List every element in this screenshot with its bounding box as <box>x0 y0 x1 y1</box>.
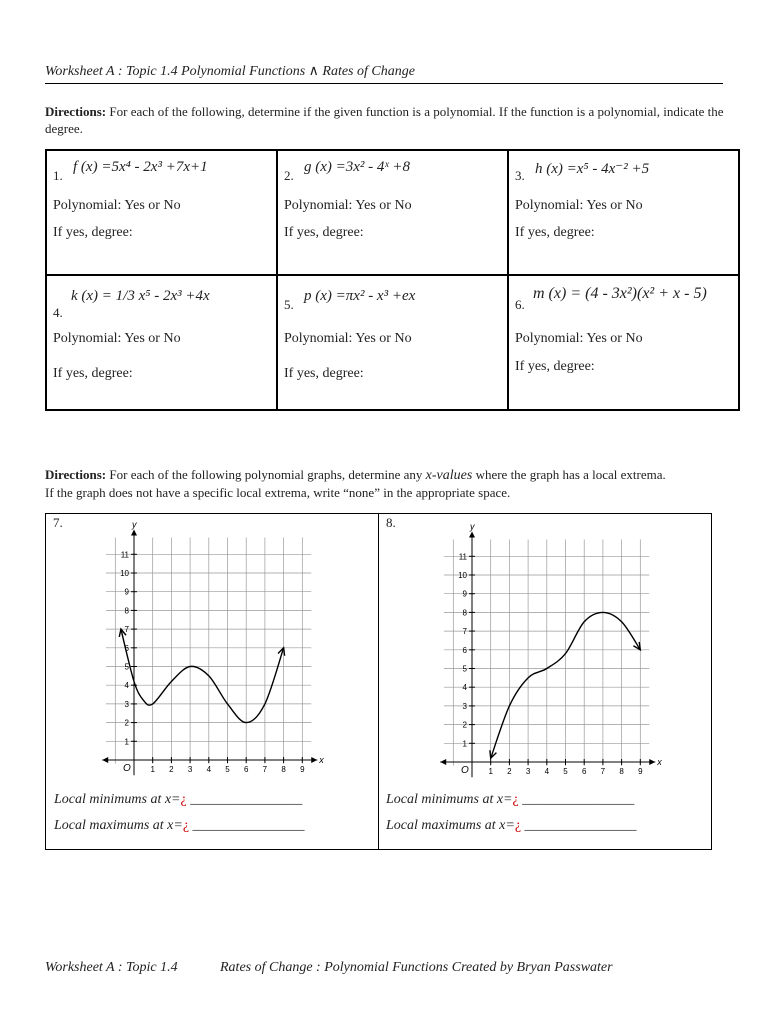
x-axis-arrow <box>311 757 317 763</box>
function-expression: k (x) = 1/3 x⁵ - 2x³ +4x <box>71 288 210 304</box>
problem-6 <box>515 276 732 409</box>
problem-number: 3. <box>515 168 525 183</box>
y-tick-label: 11 <box>120 550 129 560</box>
worksheet-header: Worksheet A : Topic 1.4 Polynomial Functions ∧ Rates of Change <box>45 64 415 79</box>
degree-prompt: If yes, degree: <box>515 359 595 374</box>
degree-prompt: If yes, degree: <box>284 366 364 381</box>
origin-label: O <box>461 765 469 776</box>
graph-number: 7. <box>53 515 63 530</box>
degree-prompt: If yes, degree: <box>53 225 133 240</box>
x-tick-label: 1 <box>488 767 493 776</box>
degree-prompt: If yes, degree: <box>515 225 595 240</box>
problem-4 <box>53 276 270 409</box>
local-min-answer <box>386 792 634 808</box>
problem-number: 2. <box>284 168 294 183</box>
x-tick-label: 4 <box>544 767 550 776</box>
y-tick-label: 7 <box>462 627 467 637</box>
y-tick-label: 2 <box>124 718 129 728</box>
grid <box>444 539 649 765</box>
polynomial-yes-no: Polynomial: Yes or No <box>515 331 643 346</box>
y-tick-label: 5 <box>462 664 467 674</box>
function-expression: p (x) =πx² - x³ +ex <box>304 288 416 304</box>
y-axis-arrow <box>469 531 475 537</box>
x-tick-label: 7 <box>600 767 606 776</box>
y-tick-label: 11 <box>458 552 467 562</box>
header-rule <box>45 83 723 84</box>
y-tick-label: 9 <box>462 589 467 599</box>
directions-2 <box>45 466 725 501</box>
y-tick-label: 10 <box>458 571 467 580</box>
graph-8-chart <box>434 522 694 784</box>
origin-label: O <box>123 763 131 774</box>
directions-label: Directions: <box>45 104 107 119</box>
polynomial-table <box>45 149 740 411</box>
polynomial-yes-no: Polynomial: Yes or No <box>53 198 181 213</box>
problem-number: 5. <box>284 297 294 312</box>
graphs-container <box>45 513 712 850</box>
y-tick-label: 4 <box>462 683 467 693</box>
y-tick-label: 1 <box>124 737 129 747</box>
x-tick-label: 5 <box>225 765 230 774</box>
y-axis-label: y <box>132 520 137 530</box>
y-tick-label: 9 <box>124 587 129 597</box>
problem-1 <box>53 151 270 274</box>
directions-text: For each of the following polynomial graphs, determine any <box>109 467 423 482</box>
y-axis-label: y <box>470 522 475 532</box>
problem-2 <box>284 151 501 274</box>
footer-left: Worksheet A : Topic 1.4 <box>45 960 178 975</box>
directions-label: Directions: <box>45 467 107 482</box>
problem-number: 1. <box>53 168 63 183</box>
y-tick-label: 8 <box>462 608 467 618</box>
answer-mark: ¿ <box>514 818 522 833</box>
x-tick-label: 6 <box>243 765 249 774</box>
x-tick-label: 6 <box>581 767 587 776</box>
local-min-label: Local minimums at x= <box>54 792 181 807</box>
x-tick-label: 3 <box>187 765 193 774</box>
polynomial-yes-no: Polynomial: Yes or No <box>53 331 181 346</box>
y-tick-label: 3 <box>462 701 467 711</box>
graph-number: 8. <box>386 515 396 530</box>
x-tick-label: 8 <box>619 767 624 776</box>
y-tick-label: 6 <box>462 645 467 655</box>
directions-text: For each of the following, determine if the given function is a polynomial. If the function is a polynomial, indicate the degree. <box>45 104 724 136</box>
function-expression: h (x) =x⁵ - 4x⁻² +5 <box>535 161 650 177</box>
answer-mark: ¿ <box>182 818 190 833</box>
x-tick-label: 9 <box>638 767 643 776</box>
problem-5 <box>284 276 501 409</box>
answer-mark: ¿ <box>512 792 519 807</box>
local-max-answer <box>54 818 305 834</box>
polynomial-yes-no: Polynomial: Yes or No <box>515 198 643 213</box>
x-values-term: x-values <box>425 468 473 483</box>
answer-mark: ¿ <box>180 792 187 807</box>
problem-number: 4. <box>53 305 63 320</box>
local-max-label: Local maximums at x= <box>386 818 515 833</box>
function-expression: g (x) =3x² - 4ˣ +8 <box>304 159 411 175</box>
x-axis-label: x <box>657 757 662 767</box>
answer-blank[interactable]: ________________ <box>522 792 635 807</box>
y-tick-label: 7 <box>124 625 129 635</box>
x-tick-label: 5 <box>563 767 568 776</box>
x-tick-label: 8 <box>281 765 286 774</box>
directions-1 <box>45 103 725 137</box>
local-max-label: Local maximums at x= <box>54 818 183 833</box>
x-tick-label: 7 <box>262 765 268 774</box>
x-tick-label: 2 <box>169 765 174 774</box>
directions-text: If the graph does not have a specific local extrema, write “none” in the appropriate space. <box>45 485 511 500</box>
answer-blank[interactable]: ________________ <box>192 818 305 833</box>
function-expression: m (x) = (4 - 3x²)(x² + x - 5) <box>533 285 707 302</box>
y-tick-label: 2 <box>462 720 467 730</box>
y-axis-arrow <box>131 529 137 535</box>
x-tick-label: 2 <box>507 767 512 776</box>
y-tick-label: 10 <box>120 569 129 578</box>
polynomial-yes-no: Polynomial: Yes or No <box>284 331 412 346</box>
series-line <box>121 629 284 723</box>
y-tick-label: 1 <box>462 739 467 749</box>
x-tick-label: 4 <box>206 765 212 774</box>
local-max-answer <box>386 818 637 834</box>
y-tick-label: 8 <box>124 606 129 616</box>
degree-prompt: If yes, degree: <box>53 366 133 381</box>
footer-right: Rates of Change : Polynomial Functions Created by Bryan Passwater <box>220 960 613 975</box>
y-tick-label: 4 <box>124 681 129 691</box>
graph-7-chart <box>96 520 356 782</box>
problem-number: 6. <box>515 297 525 312</box>
y-tick-label: 5 <box>124 662 129 672</box>
answer-blank[interactable]: ________________ <box>524 818 637 833</box>
x-tick-label: 3 <box>525 767 531 776</box>
x-tick-label: 9 <box>300 765 305 774</box>
graph-divider <box>378 514 379 849</box>
answer-blank[interactable]: ________________ <box>190 792 303 807</box>
local-min-answer <box>54 792 302 808</box>
polynomial-yes-no: Polynomial: Yes or No <box>284 198 412 213</box>
x-axis-arrow <box>649 759 655 765</box>
y-tick-label: 3 <box>124 699 129 709</box>
x-tick-label: 1 <box>150 765 155 774</box>
degree-prompt: If yes, degree: <box>284 225 364 240</box>
x-axis-arrow-left <box>440 759 446 765</box>
x-axis-arrow-left <box>102 757 108 763</box>
directions-text: where the graph has a local extrema. <box>475 467 666 482</box>
problem-3 <box>515 151 732 274</box>
local-min-label: Local minimums at x= <box>386 792 513 807</box>
x-axis-label: x <box>319 755 324 765</box>
y-tick-label: 6 <box>124 643 129 653</box>
function-expression: f (x) =5x⁴ - 2x³ +7x+1 <box>73 159 208 175</box>
